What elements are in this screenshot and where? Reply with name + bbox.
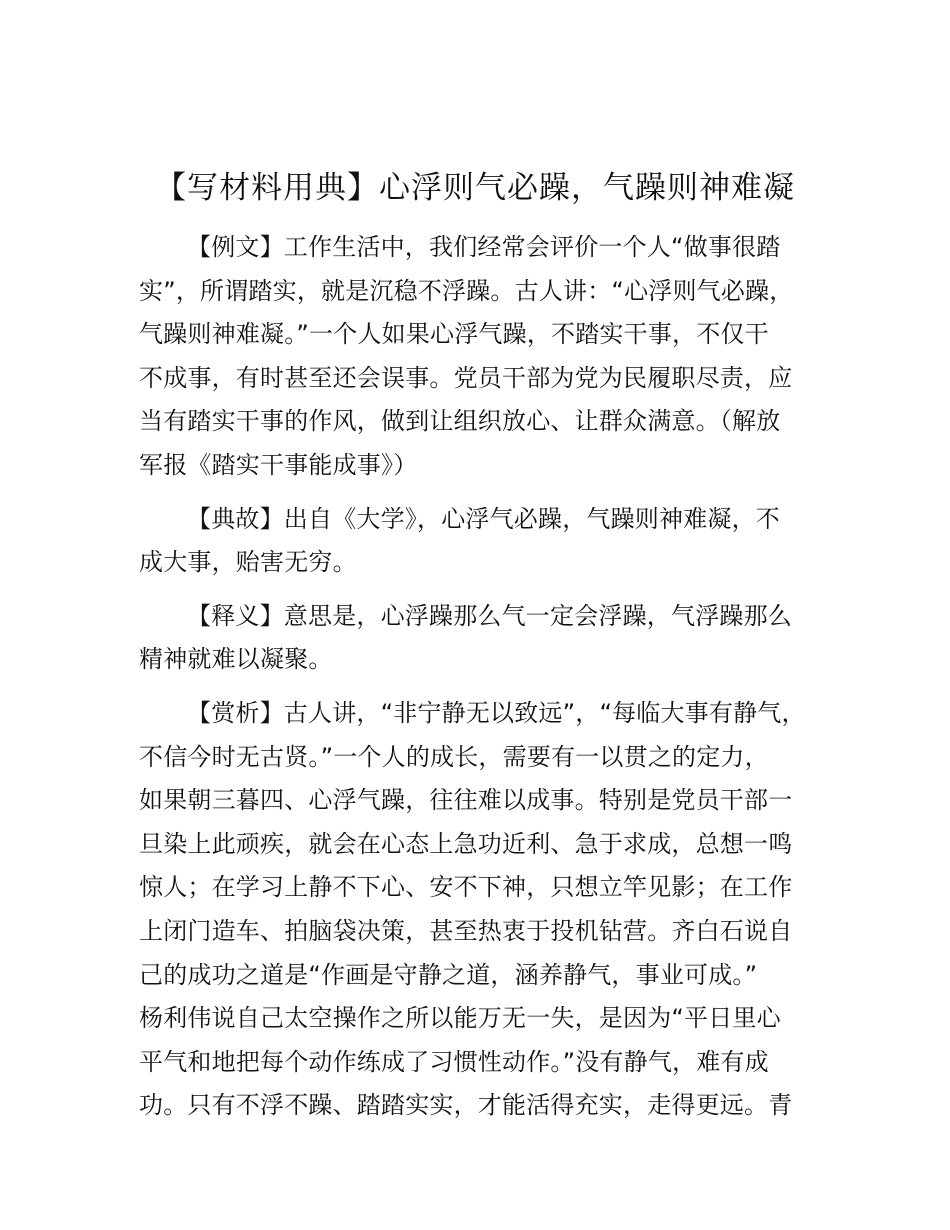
paragraph-analysis: [139, 692, 839, 1128]
text-line: 【例文】工作生活中，我们经常会评价一个人“做事很踏: [187, 233, 781, 261]
text-line: 杨利伟说自己太空操作之所以能万无一失，是因为“平日里心: [139, 1004, 781, 1033]
text-line: 上闭门造车、拍脑袋决策，甚至热衷于投机钻营。齐白石说自: [139, 916, 793, 945]
text-line: 如果朝三暮四、心浮气躁，往往难以成事。特别是党员干部一: [139, 786, 793, 815]
text-line: 己的成功之道是“作画是守静之道，涵养静气，事业可成。”: [139, 960, 758, 989]
text-line: 惊人；在学习上静不下心、安不下神，只想立竿见影；在工作: [139, 873, 793, 902]
text-line: 军报《踏实干事能成事》）: [139, 450, 418, 479]
text-line: 实”，所谓踏实，就是沉稳不浮躁。古人讲：“心浮则气必躁，: [139, 276, 794, 305]
text-line: 精神就难以凝聚。: [139, 645, 333, 674]
document-body: [139, 226, 839, 1138]
text-line: 不信今时无古贤。”一个人的成长，需要有一以贯之的定力，: [139, 742, 769, 771]
text-line: 【典故】出自《大学》，心浮气必躁，气躁则神难凝，不: [187, 504, 780, 533]
text-line: 不成事，有时甚至还会误事。党员干部为党为民履职尽责，应: [139, 363, 793, 392]
paragraph-example: [139, 226, 839, 488]
text-line: 气躁则神难凝。”一个人如果心浮气躁，不踏实干事，不仅干: [139, 320, 769, 349]
text-line: 成大事，贻害无穷。: [139, 548, 357, 577]
text-line: 旦染上此顽疾，就会在心态上急功近利、急于求成，总想一鸣: [139, 829, 793, 858]
document-title: 【写材料用典】心浮则气必躁，气躁则神难凝: [155, 170, 795, 206]
paragraph-source: [139, 498, 839, 585]
paragraph-meaning: [139, 595, 839, 682]
text-line: 【赏析】古人讲，“非宁静无以致远”，“每临大事有静气，: [187, 698, 806, 727]
text-line: 功。只有不浮不躁、踏踏实实，才能活得充实，走得更远。青: [139, 1091, 793, 1120]
text-line: 平气和地把每个动作练成了习惯性动作。”没有静气，难有成: [139, 1047, 769, 1076]
text-line: 【释义】意思是，心浮躁那么气一定会浮躁，气浮躁那么: [187, 601, 792, 630]
text-line: 当有踏实干事的作风，做到让组织放心、让群众满意。（解放: [139, 407, 781, 436]
